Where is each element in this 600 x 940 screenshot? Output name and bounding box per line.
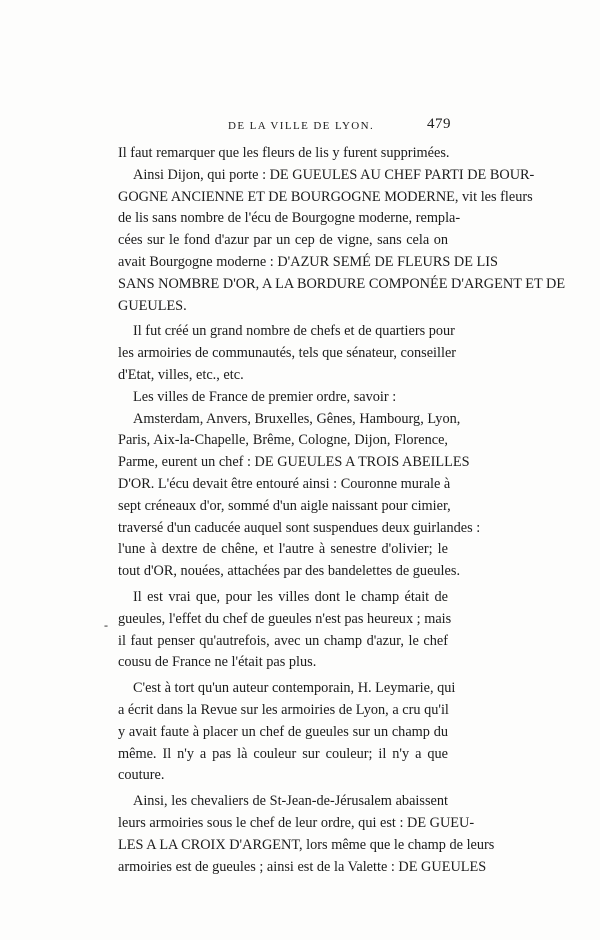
text-line: y avait faute à placer un chef de gueules sur un champ du (118, 723, 448, 740)
text-line: d'Etat, villes, etc., etc. (118, 366, 244, 383)
text-line: de lis sans nombre de l'écu de Bourgogne moderne, rempla- (118, 210, 461, 227)
text-line: même. Il n'y a pas là couleur sur couleur; il n'y a que (118, 745, 448, 762)
text-line: GOGNE ANCIENNE ET DE BOURGOGNE MODERNE, vit les fleurs (118, 188, 533, 205)
text-line: Il est vrai que, pour les villes dont le champ était de (133, 588, 448, 605)
text-line: LES A LA CROIX D'ARGENT, lors même que le champ de leurs (118, 836, 495, 853)
paragraph-3 (118, 387, 448, 409)
paragraph-1 (118, 143, 566, 317)
text-line: l'une à dextre de chêne, et l'autre à senestre d'olivier; le (118, 541, 448, 558)
text-line: tout d'OR, nouées, attachées par des bandelettes de gueules. (118, 563, 461, 580)
text-line: Ainsi, les chevaliers de St-Jean-de-Jérusalem abaissent (133, 793, 448, 810)
text-line: a écrit dans la Revue sur les armoiries de Lyon, a cru qu'il (118, 701, 449, 718)
text-line: Il fut créé un grand nombre de chefs et de quartiers pour (133, 323, 455, 340)
text-line: GUEULES. (118, 297, 187, 314)
paragraph-5 (118, 587, 452, 674)
text-line: D'OR. L'écu devait être entouré ainsi : Couronne murale à (118, 475, 451, 492)
text-line: les armoiries de communautés, tels que sénateur, conseiller (118, 345, 457, 362)
text-line: leurs armoiries sous le chef de leur ordre, qui est : DE GUEU- (118, 814, 475, 831)
page-number: 479 (427, 116, 451, 132)
text-line: armoiries est de gueules ; ainsi est de la Valette : DE GUEULES (118, 858, 487, 875)
text-line: couture. (118, 767, 165, 784)
body-text (118, 143, 566, 878)
paragraph-7 (118, 791, 495, 878)
text-line: avait Bourgogne moderne : D'AZUR SEMÉ DE FLEURS DE LIS (118, 253, 498, 270)
text-line: SANS NOMBRE D'OR, A LA BORDURE COMPONÉE D'ARGENT ET DE (118, 275, 566, 292)
text-line: sept créneaux d'or, sommé d'un aigle naissant pour cimier, (118, 497, 451, 514)
text-line: il faut penser qu'autrefois, avec un champ d'azur, le chef (118, 632, 448, 649)
text-line: traversé d'un caducée auquel sont suspendues deux guirlandes : (118, 519, 481, 536)
text-line: C'est à tort qu'un auteur contemporain, H. Leymarie, qui (133, 680, 456, 697)
text-line: Paris, Aix-la-Chapelle, Brême, Cologne, Dijon, Florence, (118, 432, 448, 449)
text-line: cousu de France ne l'était pas plus. (118, 654, 317, 671)
paragraph-6 (118, 678, 456, 787)
paragraph-4 (118, 409, 481, 583)
text-line: Il faut remarquer que les fleurs de lis y furent supprimées. (118, 145, 450, 161)
text-line: Ainsi Dijon, qui porte : DE GUEULES AU CHEF PARTI DE BOUR- (133, 166, 535, 183)
text-line: cées sur le fond d'azur par un cep de vigne, sans cela on (118, 232, 448, 249)
text-line: Parme, eurent un chef : DE GUEULES A TROIS ABEILLES (118, 454, 470, 471)
margin-mark: - (104, 618, 108, 632)
paragraph-2 (118, 321, 457, 386)
running-head: DE LA VILLE DE LYON. (228, 120, 375, 132)
text-line: Les villes de France de premier ordre, savoir : (133, 388, 397, 405)
text-line: Amsterdam, Anvers, Bruxelles, Gênes, Hambourg, Lyon, (133, 410, 461, 427)
text-line: gueules, l'effet du chef de gueules n'est pas heureux ; mais (118, 610, 452, 627)
